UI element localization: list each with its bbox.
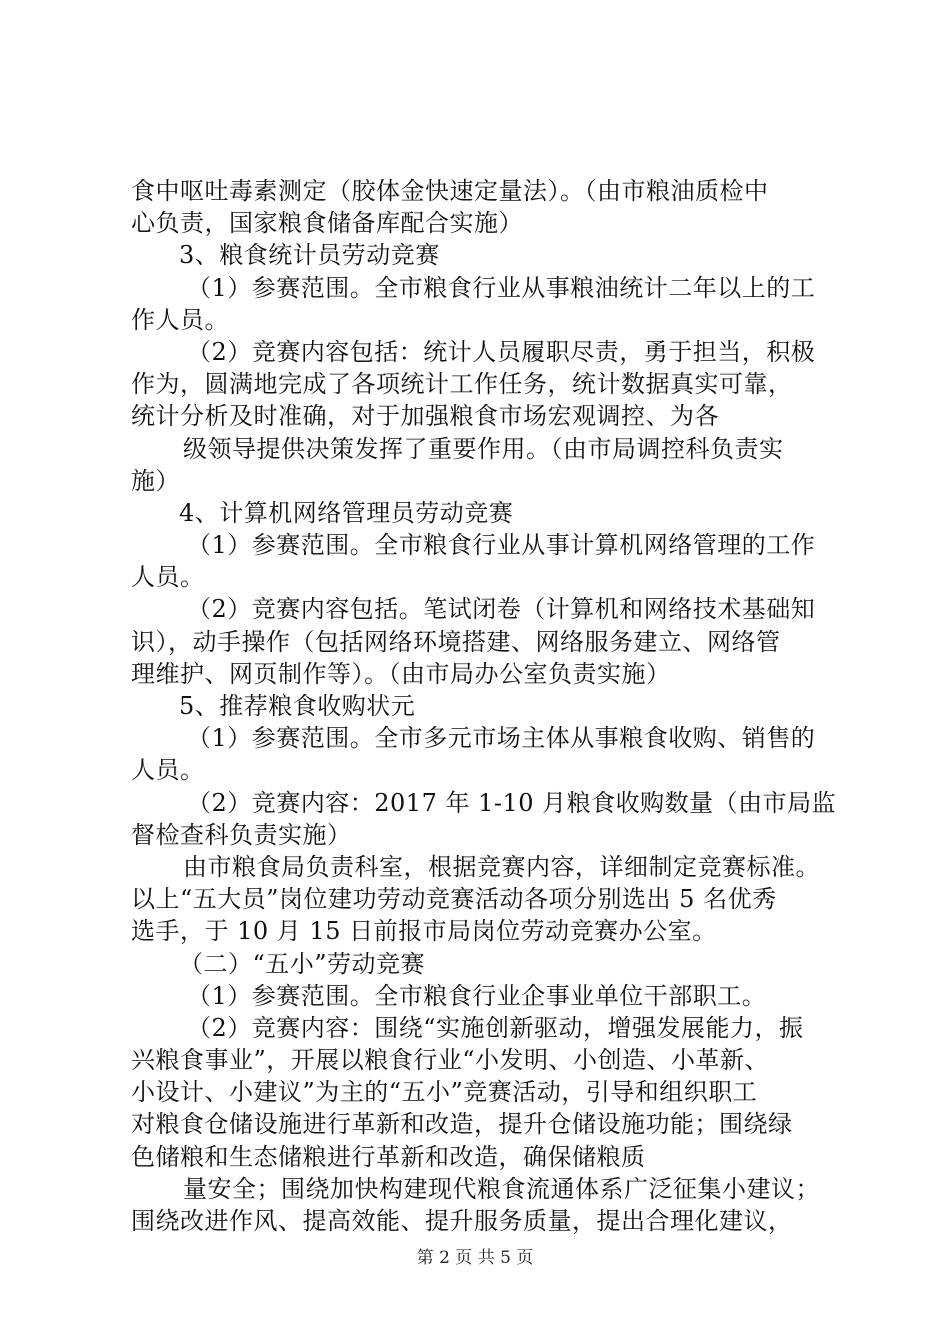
text-line: （1）参赛范围。全市粮食行业从事粮油统计二年以上的工 <box>187 273 816 302</box>
text-line: 人员。 <box>131 756 205 785</box>
text-line: 人员。 <box>131 563 205 592</box>
text-line: （1）参赛范围。全市多元市场主体从事粮食收购、销售的 <box>187 724 816 753</box>
page-footer: 第 2 页 共 5 页 <box>416 1248 534 1268</box>
text-line: 量安全；围绕加快构建现代粮食流通体系广泛征集小建议； <box>183 1174 820 1203</box>
document-body <box>131 175 837 1237</box>
text-line: 兴粮食事业”，开展以粮食行业“小发明、小创造、小革新、 <box>131 1046 770 1075</box>
text-line: （二）“五小”劳动竞赛 <box>179 949 426 978</box>
text-line: 识），动手操作（包括网络环境搭建、网络服务建立、网络管 <box>131 627 781 656</box>
text-line: 施） <box>131 466 180 495</box>
text-line: 理维护、网页制作等）。（由市局办公室负责实施） <box>131 659 671 688</box>
text-line: （1）参赛范围。全市粮食行业企事业单位干部职工。 <box>187 981 767 1010</box>
text-line: 选手，于 10 月 15 日前报市局岗位劳动竞赛办公室。 <box>131 917 717 946</box>
text-line: （2）竞赛内容包括：统计人员履职尽责，勇于担当，积极 <box>187 337 816 366</box>
text-line: （1）参赛范围。全市粮食行业从事计算机网络管理的工作 <box>187 531 816 560</box>
text-line: （2）竞赛内容：围绕“实施创新驱动，增强发展能力，振 <box>187 1013 804 1042</box>
text-line: 级领导提供决策发挥了重要作用。（由市局调控科负责实 <box>183 434 784 463</box>
text-line: 由市粮食局负责科室，根据竞赛内容，详细制定竞赛标准。 <box>183 852 820 881</box>
text-line: 督检查科负责实施） <box>131 820 352 849</box>
text-line: （2）竞赛内容：2017 年 1-10 月粮食收购数量（由市局监 <box>187 788 837 817</box>
text-line: （2）竞赛内容包括。笔试闭卷（计算机和网络技术基础知 <box>187 595 816 624</box>
text-line: 小设计、小建议”为主的“五小”竞赛活动，引导和组织职工 <box>131 1078 758 1107</box>
text-line: 统计分析及时准确，对于加强粮食市场宏观调控、为各 <box>131 402 719 431</box>
text-line: 食中呕吐毒素测定（胶体金快速定量法）。（由市粮油质检中 <box>131 177 769 205</box>
text-line: 4、计算机网络管理员劳动竞赛 <box>179 498 514 527</box>
text-line: 3、粮食统计员劳动竞赛 <box>179 241 440 270</box>
text-line: 作为，圆满地完成了各项统计工作任务，统计数据真实可靠， <box>131 370 793 399</box>
text-line: 作人员。 <box>131 305 229 334</box>
text-line: 围绕改进作风、提高效能、提升服务质量，提出合理化建议， <box>131 1207 793 1235</box>
text-line: 心负责，国家粮食储备库配合实施） <box>131 209 523 238</box>
text-line: 对粮食仓储设施进行革新和改造，提升仓储设施功能；围绕绿 <box>131 1110 793 1139</box>
text-line: 色储粮和生态储粮进行革新和改造，确保储粮质 <box>131 1142 646 1171</box>
text-line: 5、推荐粮食收购状元 <box>179 692 416 720</box>
text-line: 以上“五大员”岗位建功劳动竞赛活动各项分别选出 5 名优秀 <box>131 885 777 914</box>
